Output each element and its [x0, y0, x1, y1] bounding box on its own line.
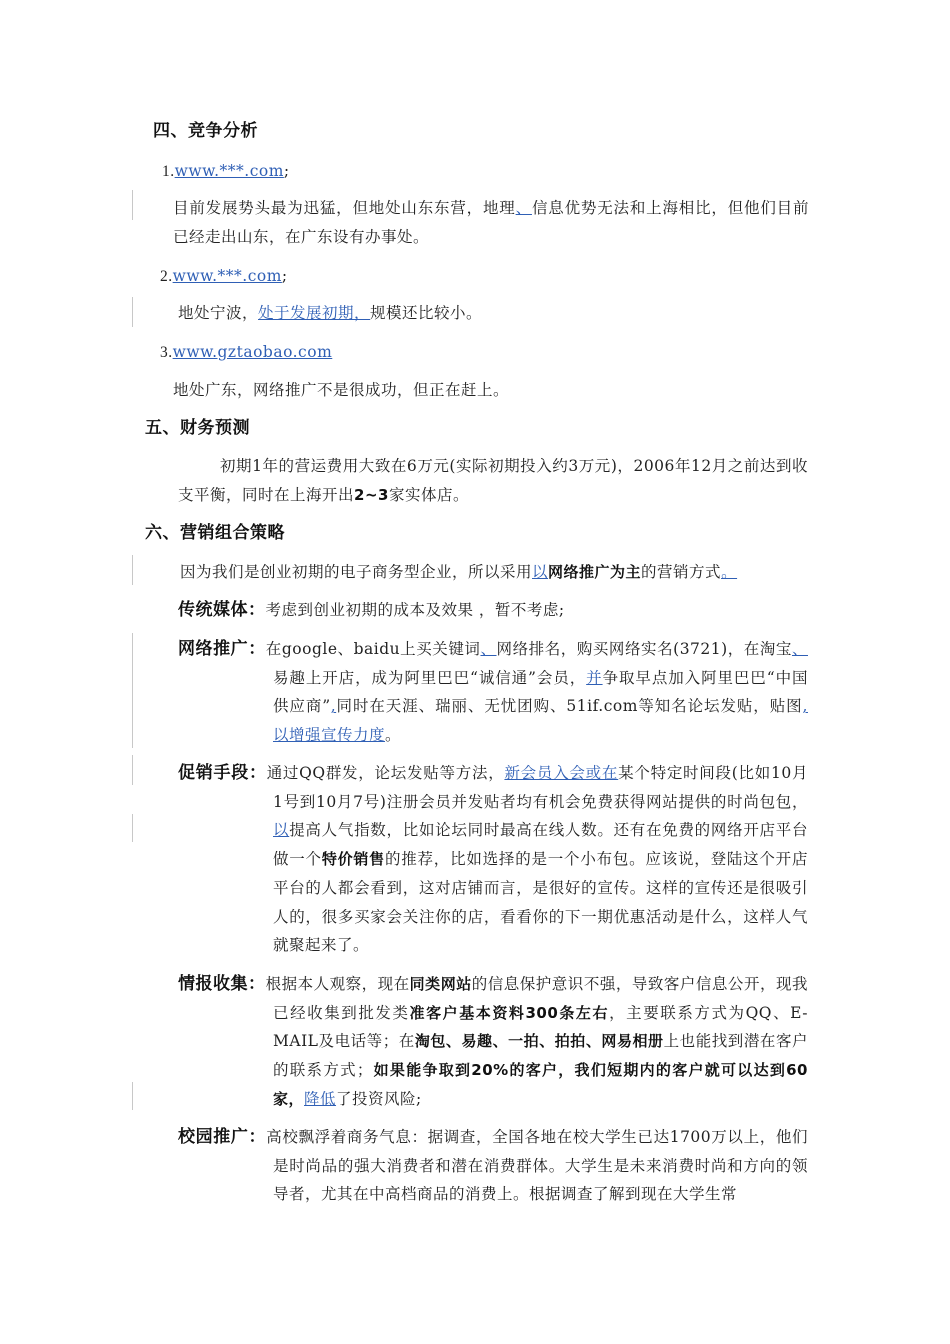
strategy-label: 促销手段： [178, 763, 267, 783]
bold-text: 特价销售 [321, 850, 385, 869]
section-heading-finance: 五、财务预测 [145, 418, 250, 438]
revision-mark [132, 190, 133, 220]
item-number: 1. [162, 163, 175, 180]
competitor-desc-2 [178, 299, 808, 328]
hyperlink-text[interactable]: 降低 [304, 1089, 337, 1108]
text-run: 地处广东，网络推广不是很成功，但正在赶上。 [173, 381, 510, 399]
text-run: 考虑到创业初期的成本及效果 ，暂不考虑; [265, 601, 565, 619]
text-run: 规模还比较小。 [370, 304, 483, 322]
competitor-item-3 [160, 338, 332, 368]
competitor-link[interactable]: www.***.com [174, 162, 284, 180]
hyperlink-text[interactable]: 。 [721, 563, 738, 581]
section-heading-competition: 四、竞争分析 [153, 121, 258, 141]
hyperlink-text[interactable]: 处于发展初期， [258, 304, 371, 322]
strategy-label: 传统媒体： [178, 600, 266, 620]
text-run: 根据本人观察，现在 [265, 975, 410, 993]
strategy-label: 网络推广： [178, 639, 266, 659]
item-number: 2. [160, 268, 173, 285]
text-run: 因为我们是创业初期的电子商务型企业，所以采用 [180, 563, 533, 581]
finance-paragraph [178, 452, 808, 509]
text-run: 高校飘浮着商务气息：据调查，全国各地在校大学生已达1700万以上，他们是时尚品的强大消费者和潜在消费群体。大学生是未来消费时尚和方向的领导者，尤其在中高档商品的消费上。根据调查了解到现在大学生常 [266, 1128, 808, 1204]
revision-mark [132, 297, 133, 327]
hyperlink-text[interactable]: 、 [480, 640, 497, 658]
item-tail: ; [283, 162, 290, 180]
text-run: 信息优势无法和上海相比，但他们目前已经走出山东，在广东设有办事处。 [173, 199, 809, 246]
strategy-online-promotion [178, 635, 808, 750]
item-number: 3. [160, 344, 173, 361]
bold-text: 淘包、易趣、一拍、拍拍、网易相册 [414, 1032, 664, 1051]
section-heading-marketing: 六、营销组合策略 [145, 523, 285, 543]
text-run: 的信息保护意识不强，导致客户信息公开，现我已经收集到批发类 [273, 975, 808, 1022]
text-run: 上也能找到潜在客户的联系方式； [273, 1032, 808, 1080]
strategy-label: 情报收集： [178, 974, 266, 994]
strategy-traditional-media [178, 596, 808, 625]
competitor-item-1 [162, 157, 290, 187]
text-run: ，主要联系方式为QQ、E-MAIL及电话等；在 [273, 1003, 808, 1051]
hyperlink-text[interactable]: 以 [273, 821, 290, 840]
text-run: 某个特定时间段(比如10月1号到10月7号)注册会员并发贴者均有机会免费获得网站提供的时尚包包， [273, 764, 808, 811]
text-run: 网络排名，购买网络实名(3721)，在淘宝 [496, 640, 792, 658]
text-run: 同时在天涯、瑞丽、无忧团购、51if.com等知名论坛发贴，贴图 [336, 697, 803, 716]
text-run: 的推荐，比如选择的是一个小布包。应该说，登陆这个开店平台的人都会看到，这对店铺而言，是很好的宣传。这样的宣传还是很吸引人的，很多买家会关注你的店，看看你的下一期优惠活动是什么，这样人气就聚起来了。 [273, 850, 808, 955]
text-run: 易趣上开店，成为阿里巴巴“诚信通”会员， [273, 668, 587, 687]
bold-text: 网络推广为主 [548, 563, 642, 581]
text-run: 提高人气指数，比如论坛同时最高在线人数。还有在免费的网络开店平台做一个 [273, 821, 808, 869]
hyperlink-text[interactable]: 并 [586, 668, 603, 687]
bold-text: 2~3 [354, 485, 389, 504]
hyperlink-text[interactable]: ,以增强宣传力度 [273, 697, 808, 745]
text-run: 。 [385, 726, 402, 745]
competitor-desc-3 [173, 376, 803, 405]
text-run: 目前发展势头最为迅猛，但地处山东东营，地理 [173, 199, 516, 217]
revision-mark [132, 814, 133, 842]
bold-text: 如果能争取到20%的客户，我们短期内的客户就可以达到60家， [273, 1061, 808, 1108]
hyperlink-text[interactable]: 以 [532, 563, 549, 581]
competitor-desc-1 [173, 194, 809, 251]
revision-mark [132, 633, 133, 748]
strategy-campus [178, 1123, 808, 1209]
hyperlink-text[interactable]: 新会员入会或在 [504, 764, 619, 782]
revision-mark [132, 755, 133, 785]
text-run: 家实体店。 [388, 485, 469, 504]
strategy-intelligence [178, 970, 808, 1114]
hyperlink-text[interactable]: 、 [791, 640, 808, 658]
text-run: 初期1年的营运费用大致在6万元(实际初期投入约3万元)，2006年12月之前达到收支平衡，同时在上海开出 [178, 457, 808, 504]
strategy-promotion-means [178, 759, 808, 960]
competitor-item-2 [160, 262, 288, 292]
text-run: 的营销方式 [641, 563, 722, 581]
text-run: 争取早点加入阿里巴巴“中国供应商” [273, 668, 808, 716]
text-run: 了投资风险; [336, 1089, 422, 1108]
bold-text: 同类网站 [409, 975, 472, 993]
hyperlink-text[interactable]: 、 [515, 199, 532, 217]
strategy-label: 校园推广： [178, 1127, 267, 1147]
competitor-link[interactable]: www.gztaobao.com [172, 343, 333, 361]
text-run: 地处宁波， [178, 304, 259, 322]
revision-mark [132, 1082, 133, 1110]
hyperlink-text[interactable]: , [330, 697, 337, 716]
revision-mark [132, 555, 133, 585]
item-tail: ; [281, 267, 288, 285]
marketing-intro [180, 558, 810, 587]
text-run: 在google、baidu上买关键词 [265, 640, 481, 658]
text-run: 通过QQ群发，论坛发贴等方法， [266, 764, 505, 782]
competitor-link[interactable]: www.***.com [172, 267, 282, 285]
bold-text: 准客户基本资料300条左右 [409, 1003, 610, 1022]
